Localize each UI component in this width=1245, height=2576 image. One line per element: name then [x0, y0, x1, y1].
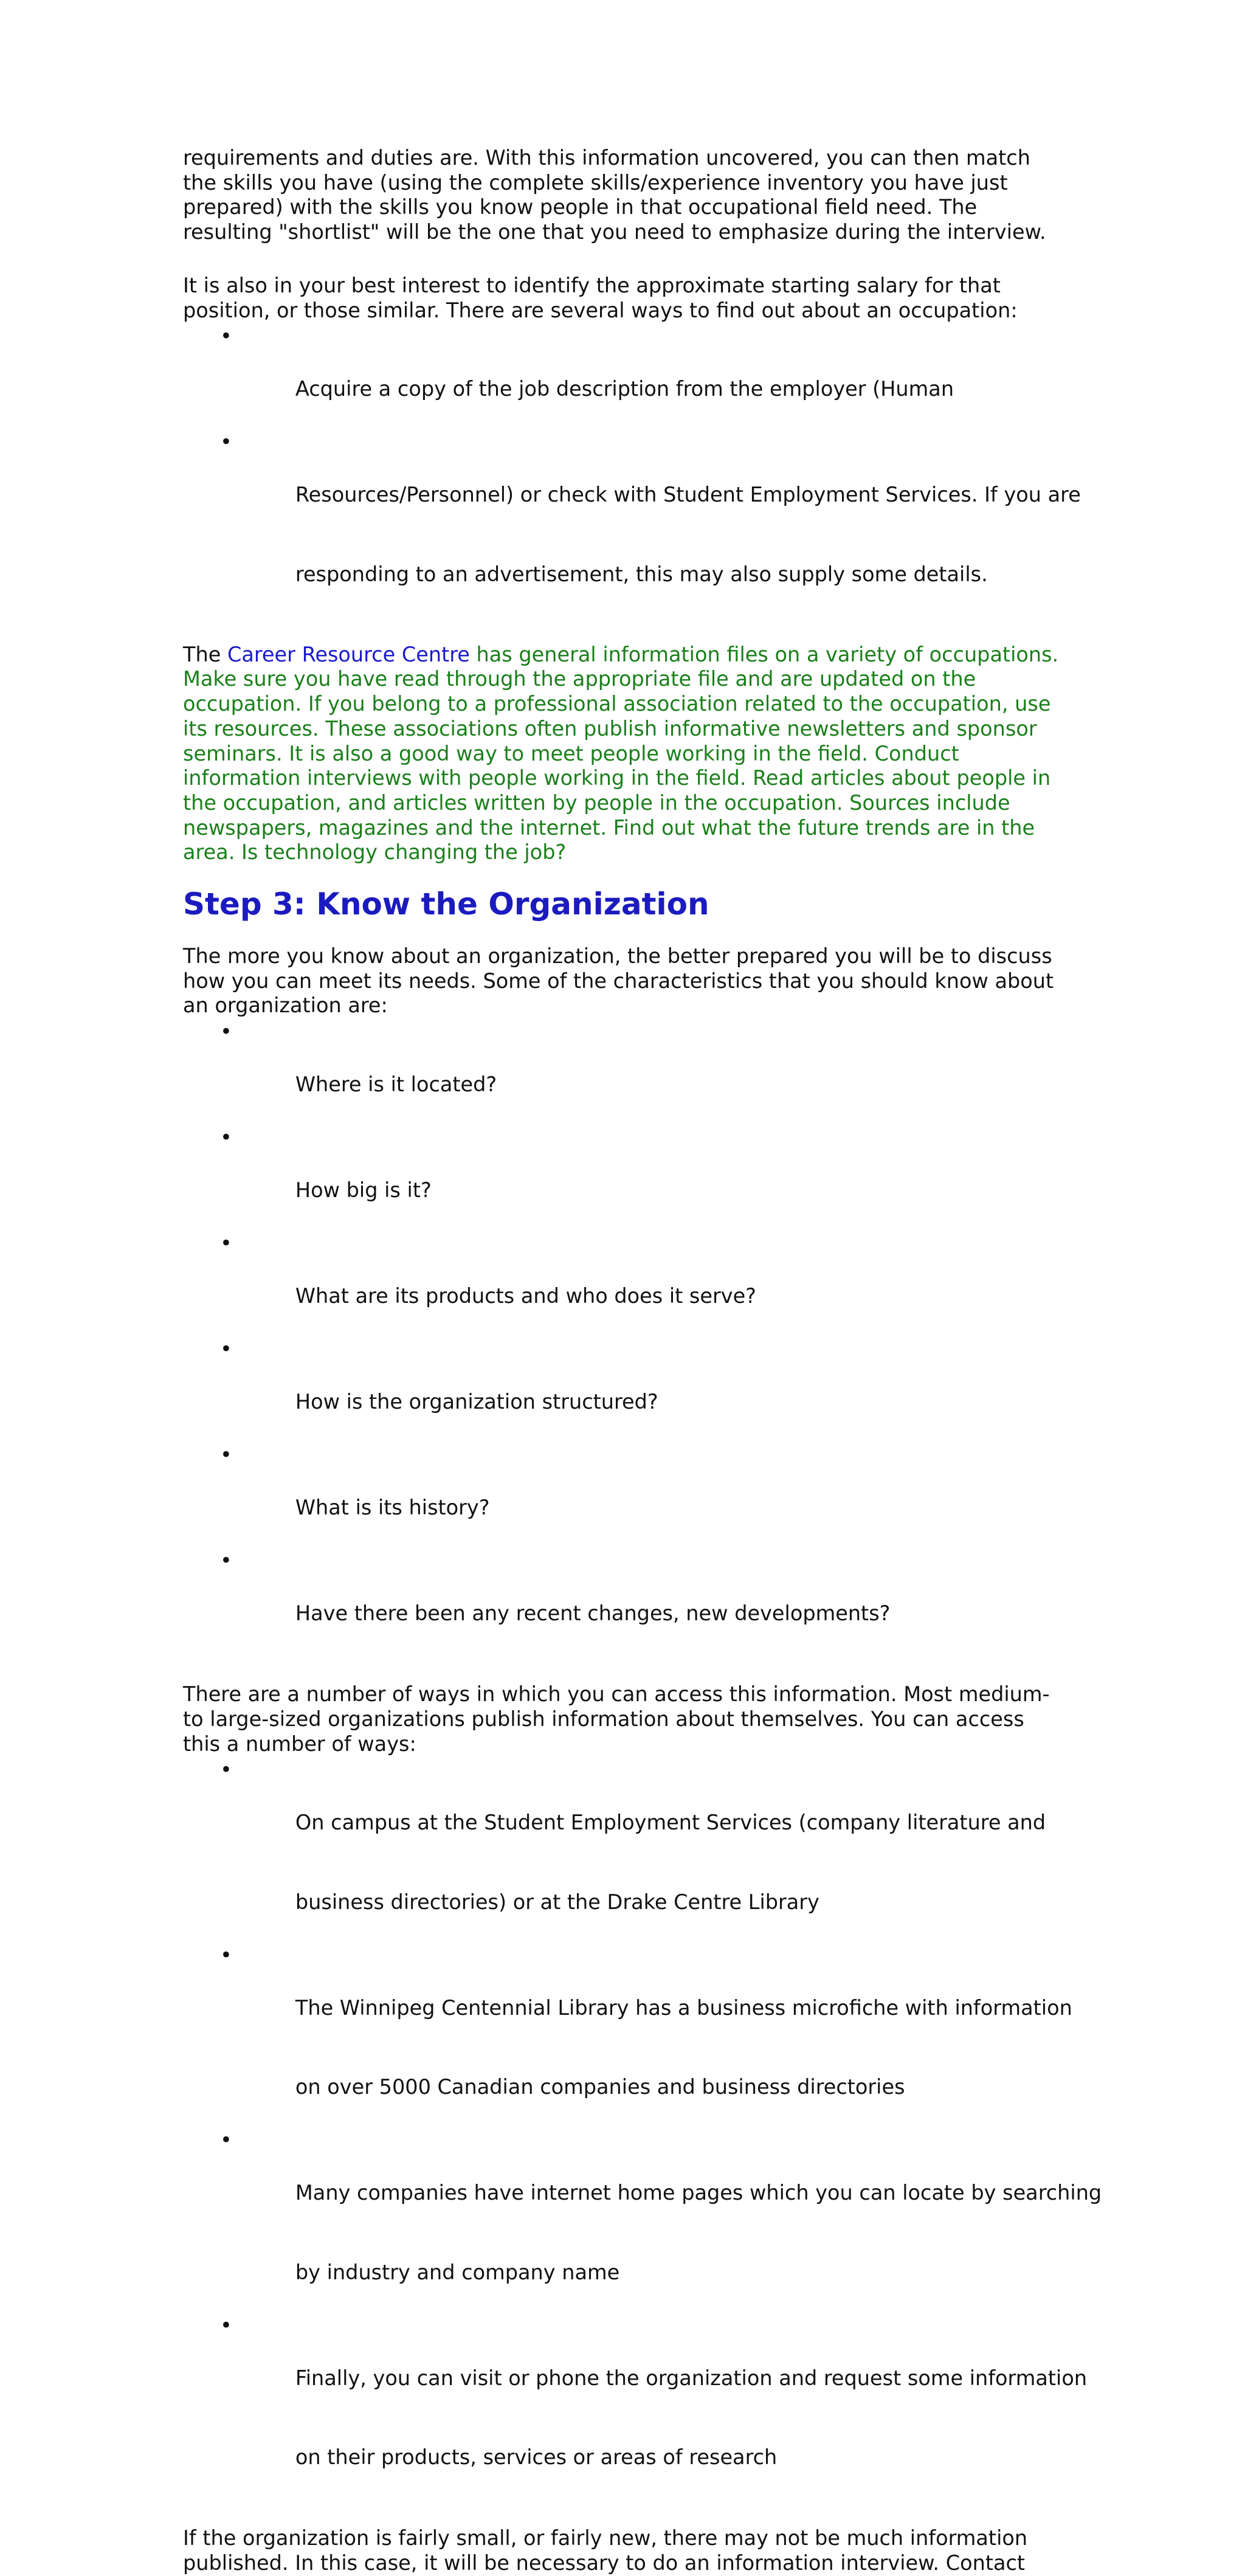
- text-line: The more you know about an organization, the better prepared you will be to discuss: [183, 944, 1052, 969]
- text-line: Make sure you have read through the appropriate file and are updated on the: [183, 667, 976, 691]
- list-item-text: Have there been any recent changes, new developments?: [295, 1601, 891, 1626]
- salary-paragraph: [183, 274, 1071, 323]
- list-item-text: on their products, services or areas of research: [295, 2445, 778, 2470]
- bullet-icon: •: [220, 430, 232, 454]
- list-item: [183, 1230, 1071, 1336]
- list-item-text: by industry and company name: [295, 2260, 620, 2284]
- list-item: [183, 1336, 1071, 1442]
- list-item: [183, 2312, 1088, 2418]
- bullet-icon: •: [220, 1231, 232, 1255]
- list-item: [183, 1442, 1071, 1547]
- bullet-icon: •: [220, 1942, 232, 1967]
- list-item: [183, 323, 1071, 429]
- text-line: area. Is technology changing the job?: [183, 840, 567, 865]
- list-item-text: How big is it?: [295, 1178, 432, 1203]
- list-item-text: What are its products and who does it serve?: [295, 1284, 756, 1308]
- bullet-icon: •: [220, 1125, 232, 1150]
- text-line: position, or those similar. There are several ways to find out about an occupation:: [183, 298, 1018, 322]
- list-item-text: Finally, you can visit or phone the organization and request some information: [295, 2366, 1088, 2390]
- list-item: [183, 1547, 1071, 1653]
- list-item: [183, 1124, 1071, 1230]
- bullet-icon: •: [220, 1337, 232, 1361]
- step3-heading: Step 3: Know the Organization: [183, 886, 709, 922]
- text-line: newspapers, magazines and the internet. Find out what the future trends are in the: [183, 815, 1035, 840]
- list-item-text: Many companies have internet home pages which you can locate by searching: [295, 2181, 1102, 2205]
- list-item-text: The Winnipeg Centennial Library has a business microfiche with information: [295, 1995, 1072, 2020]
- list-item-text: business directories) or at the Drake Centre Library: [295, 1890, 819, 1914]
- bullet-icon: •: [220, 1549, 232, 1573]
- document-page: [183, 146, 1102, 2576]
- resource-paragraph: [183, 643, 1071, 865]
- text-line: requirements and duties are. With this information uncovered, you can then match: [183, 146, 1030, 170]
- organization-paragraph: [183, 944, 1071, 1018]
- text-line: occupation. If you belong to a professional association related to the occupation, use: [183, 692, 1051, 716]
- text-line: how you can meet its needs. Some of the characteristics that you should know about: [183, 969, 1054, 993]
- list-item-text: Resources/Personnel) or check with Student Employment Services. If you are: [295, 483, 1081, 507]
- occupation-research-list: [183, 323, 1081, 614]
- list-item: [183, 429, 1081, 534]
- text-line: prepared) with the skills you know people in that occupational field need. The: [183, 195, 978, 219]
- list-item-text: on over 5000 Canadian companies and business directories: [295, 2075, 905, 2099]
- career-resource-centre-link[interactable]: Career Resource Centre: [227, 642, 470, 666]
- closing-paragraph: [183, 2526, 1071, 2575]
- list-item-continuation: [183, 2232, 1071, 2312]
- list-item: [183, 1018, 1071, 1124]
- text-line: If the organization is fairly small, or fairly new, there may not be much information: [183, 2526, 1028, 2550]
- text-line: the occupation, and articles written by people in the occupation. Sources include: [183, 790, 1010, 815]
- text-line: published. In this case, it will be necessary to do an information interview. Contact: [183, 2550, 1026, 2575]
- text-line: this a number of ways:: [183, 1732, 416, 1756]
- list-item-continuation: [183, 1862, 1071, 1942]
- access-paragraph: [183, 1682, 1071, 1756]
- text-prefix: The: [183, 642, 227, 666]
- list-item-text: How is the organization structured?: [295, 1390, 658, 1414]
- bullet-icon: •: [220, 324, 232, 348]
- intro-paragraph: [183, 146, 1071, 245]
- bullet-icon: •: [220, 2313, 232, 2337]
- bullet-icon: •: [220, 1020, 232, 1044]
- list-item-text: What is its history?: [295, 1496, 490, 1520]
- list-item-text: Acquire a copy of the job description from the employer (Human: [295, 377, 954, 401]
- list-item-text: On campus at the Student Employment Services (company literature and: [295, 1811, 1046, 1835]
- access-methods-list: [183, 1756, 1102, 2497]
- list-item: [183, 2127, 1102, 2232]
- list-item-text: Where is it located?: [295, 1072, 497, 1097]
- text-line: seminars. It is also a good way to meet people working in the field. Conduct: [183, 741, 959, 765]
- text-line: It is also in your best interest to identify the approximate starting salary for that: [183, 273, 1001, 297]
- text-line: an organization are:: [183, 993, 388, 1018]
- list-item-continuation: [183, 2418, 1071, 2498]
- text-line: [183, 643, 1071, 668]
- bullet-icon: •: [220, 1443, 232, 1467]
- bullet-icon: •: [220, 1758, 232, 1782]
- text-line: to large-sized organizations publish information about themselves. You can access: [183, 1707, 1024, 1731]
- text-highlight: has general information files on a variety of occupations.: [469, 642, 1059, 666]
- list-item-text: responding to an advertisement, this may also supply some details.: [295, 562, 988, 586]
- text-line: the skills you have (using the complete skills/experience inventory you have just: [183, 170, 1008, 195]
- bullet-icon: •: [220, 2128, 232, 2152]
- list-item-continuation: [183, 534, 1071, 614]
- list-item: [183, 1756, 1071, 1862]
- list-item-continuation: [183, 2048, 1071, 2127]
- text-line: There are a number of ways in which you can access this information. Most medium-: [183, 1682, 1050, 1707]
- text-line: resulting "shortlist" will be the one that you need to emphasize during the interview.: [183, 220, 1046, 244]
- text-line: information interviews with people working in the field. Read articles about people in: [183, 766, 1051, 790]
- text-line: its resources. These associations often publish informative newsletters and sponsor: [183, 716, 1037, 741]
- organization-questions-list: [183, 1018, 1071, 1653]
- list-item: [183, 1942, 1071, 2048]
